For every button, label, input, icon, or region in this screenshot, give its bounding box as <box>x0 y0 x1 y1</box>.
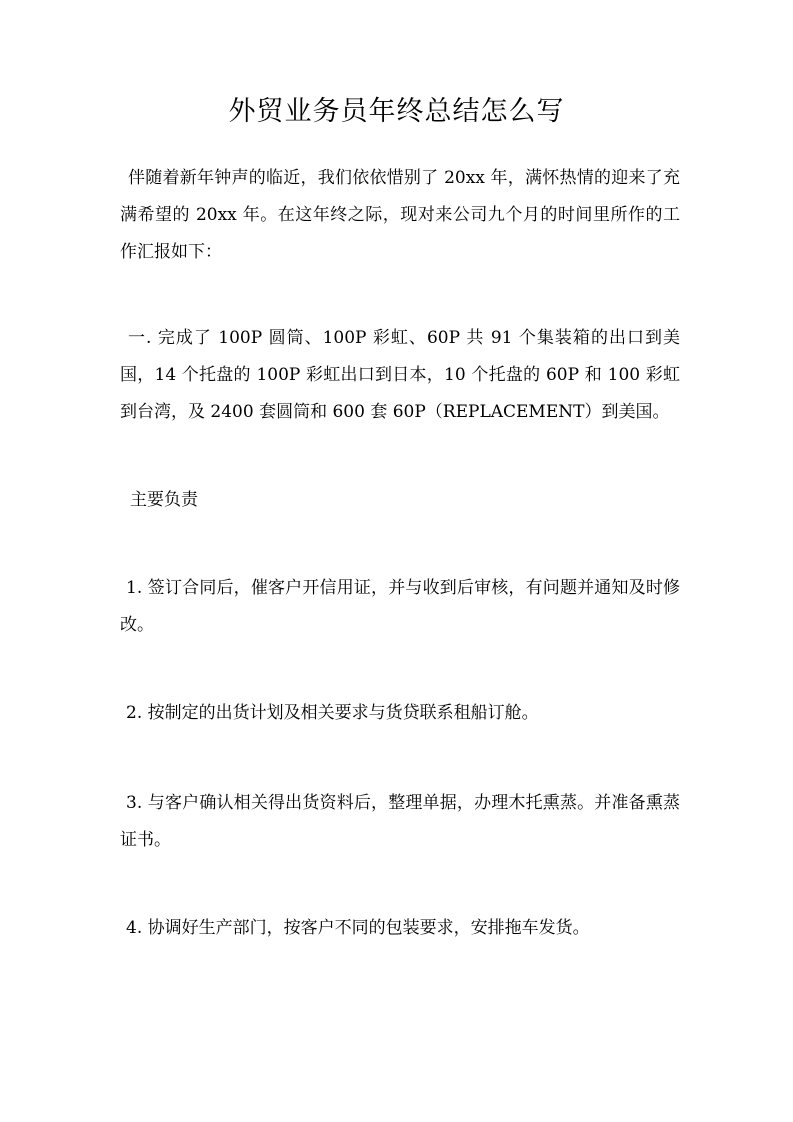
responsibility-item-2: 2. 按制定的出货计划及相关要求与货贷联系租船订舱。 <box>126 703 539 723</box>
responsibility-item-3: 3. 与客户确认相关得出货资料后，整理单据，办理木托熏蒸。并准备熏蒸证书。 <box>120 793 680 850</box>
intro-paragraph: 伴随着新年钟声的临近，我们依依惜别了 20xx 年，满怀热情的迎来了充满希望的 20xx 年。在这年终之际，现对来公司九个月的时间里所作的工作汇报如下： <box>120 168 680 262</box>
responsibilities-heading: 主要负责 <box>130 490 198 510</box>
document-title: 外贸业务员年终总结怎么写 <box>228 96 565 127</box>
responsibility-item-1: 1. 签订合同后，催客户开信用证，并与收到后审核，有问题并通知及时修改。 <box>120 578 680 635</box>
responsibility-item-4: 4. 协调好生产部门，按客户不同的包装要求，安排拖车发货。 <box>126 918 590 938</box>
section-one-paragraph: 一. 完成了 100P 圆筒、100P 彩虹、60P 共 91 个集装箱的出口到美国，14 个托盘的 100P 彩虹出口到日本，10 个托盘的 60P 和 100 彩虹到台湾，及 2400 套圆筒和 600 套 60P（REPLACEMENT）到美国。 <box>120 328 680 422</box>
